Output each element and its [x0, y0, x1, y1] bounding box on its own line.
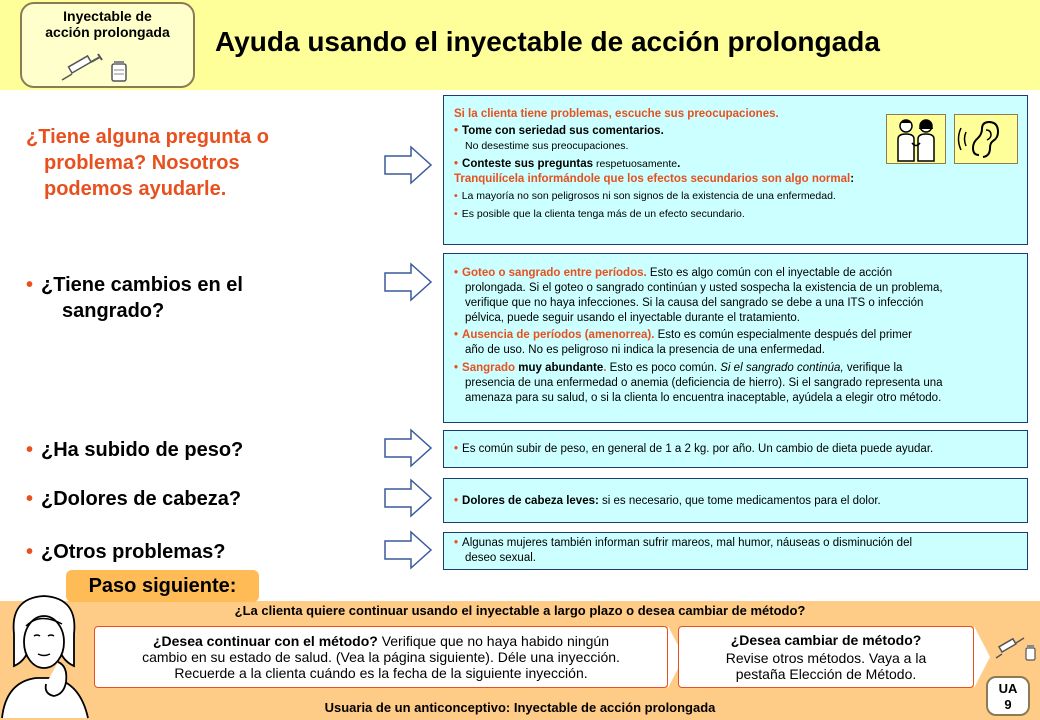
- bullet-icon: •: [26, 439, 34, 461]
- section-tab[interactable]: [20, 2, 195, 88]
- syringe-icon: [994, 634, 1038, 666]
- page-title: Ayuda usando el inyectable de acción prolongada: [215, 26, 880, 57]
- bullet-icon: •: [26, 541, 34, 563]
- arrow-icon: [383, 530, 433, 570]
- footer-caption: Usuaria de un anticonceptivo: Inyectable de acción prolongada: [324, 700, 716, 715]
- question-general: ¿Tiene alguna pregunta o problema? Nosotros podemos ayudarle.: [26, 126, 269, 200]
- page-code-badge: UA 9: [986, 676, 1030, 716]
- syringe-icon: [60, 52, 130, 84]
- bullet-icon: •: [454, 190, 458, 202]
- option-continue[interactable]: ¿Desea continuar con el método? Verifique que no haya habido ningún cambio en su estado de salud. (Vea la página siguiente). Déle una inyección. Recuerde a la clienta cuándo es la fecha de la siguiente inyección.: [94, 626, 668, 688]
- info-box-other: • Algunas mujeres también informan sufrir mareos, mal humor, náuseas o disminución del deseo sexual.: [443, 532, 1028, 570]
- bullet-icon: •: [454, 537, 459, 549]
- arrow-icon: [383, 428, 433, 468]
- bullet-icon: •: [454, 125, 459, 137]
- info-box-headaches: • Dolores de cabeza leves: si es necesario, que tome medicamentos para el dolor.: [443, 478, 1028, 523]
- bullet-icon: •: [454, 443, 459, 455]
- info-box-bleeding: • Goteo o sangrado entre períodos. Esto es algo común con el inyectable de acción prolongada. Si el goteo o sangrado continúan y usted sospecha la existencia de un problema, verifique que no haya infecciones. Si la causa del sangrado se debe a una ITS o infección pélvica, puede seguir usando el inyectable durante el tratamiento. • Ausencia de períodos (amenorrea). Esto es común especialmente después del primer año de uso. No es peligroso ni indica la presencia de una enfermedad. • Sangrado muy abundante. Esto es poco común. Si el sangrado continúa, verifique la presencia de una enfermedad o anemia (deficiencia de hierro). Si el sangrado representa una amenaza para su salud, o si la clienta lo encuentra inaceptable, ayúdela a elegir otro método.: [443, 253, 1028, 423]
- arrow-icon: [383, 262, 433, 302]
- bullet-icon: •: [454, 267, 459, 279]
- info-box-weight: • Es común subir de peso, en general de 1 a 2 kg. por año. Un cambio de dieta puede ayudar.: [443, 430, 1028, 468]
- bullet-icon: •: [454, 495, 459, 507]
- bullet-icon: •: [454, 158, 459, 170]
- bullet-icon: •: [454, 208, 458, 220]
- next-step-question: ¿La clienta quiere continuar usando el inyectable a largo plazo o desea cambiar de método?: [234, 603, 806, 618]
- question-headaches: • ¿Dolores de cabeza?: [26, 488, 242, 510]
- option-change[interactable]: ¿Desea cambiar de método? Revise otros métodos. Vaya a la pestaña Elección de Método.: [678, 626, 974, 688]
- question-bleeding: • ¿Tiene cambios en el sangrado?: [26, 274, 243, 322]
- arrow-icon: [383, 478, 433, 518]
- two-people-icon: [886, 114, 946, 164]
- bullet-icon: •: [454, 329, 459, 341]
- ear-icon: [954, 114, 1018, 164]
- question-weight: • ¿Ha subido de peso?: [26, 439, 244, 461]
- question-other: • ¿Otros problemas?: [26, 541, 226, 563]
- next-step-tag: Paso siguiente:: [66, 570, 259, 602]
- arrow-icon: [383, 145, 433, 185]
- section-tab-label: Inyectable de acción prolongada: [45, 8, 170, 40]
- bullet-icon: •: [454, 362, 459, 374]
- bullet-icon: •: [26, 488, 34, 510]
- info-box-concerns: Si la clienta tiene problemas, escuche sus preocupaciones. • Tome con seriedad sus comentarios. No desestime sus preocupaciones. • Conteste sus preguntas respetuosamente. Tranquilícela informándole que los efectos secundarios son algo normal: • La mayoría no son peligrosos ni son signos de la existencia de una enfermedad. • Es posible que la clienta tenga más de un efecto secundario.: [443, 95, 1028, 245]
- bullet-icon: •: [26, 274, 34, 296]
